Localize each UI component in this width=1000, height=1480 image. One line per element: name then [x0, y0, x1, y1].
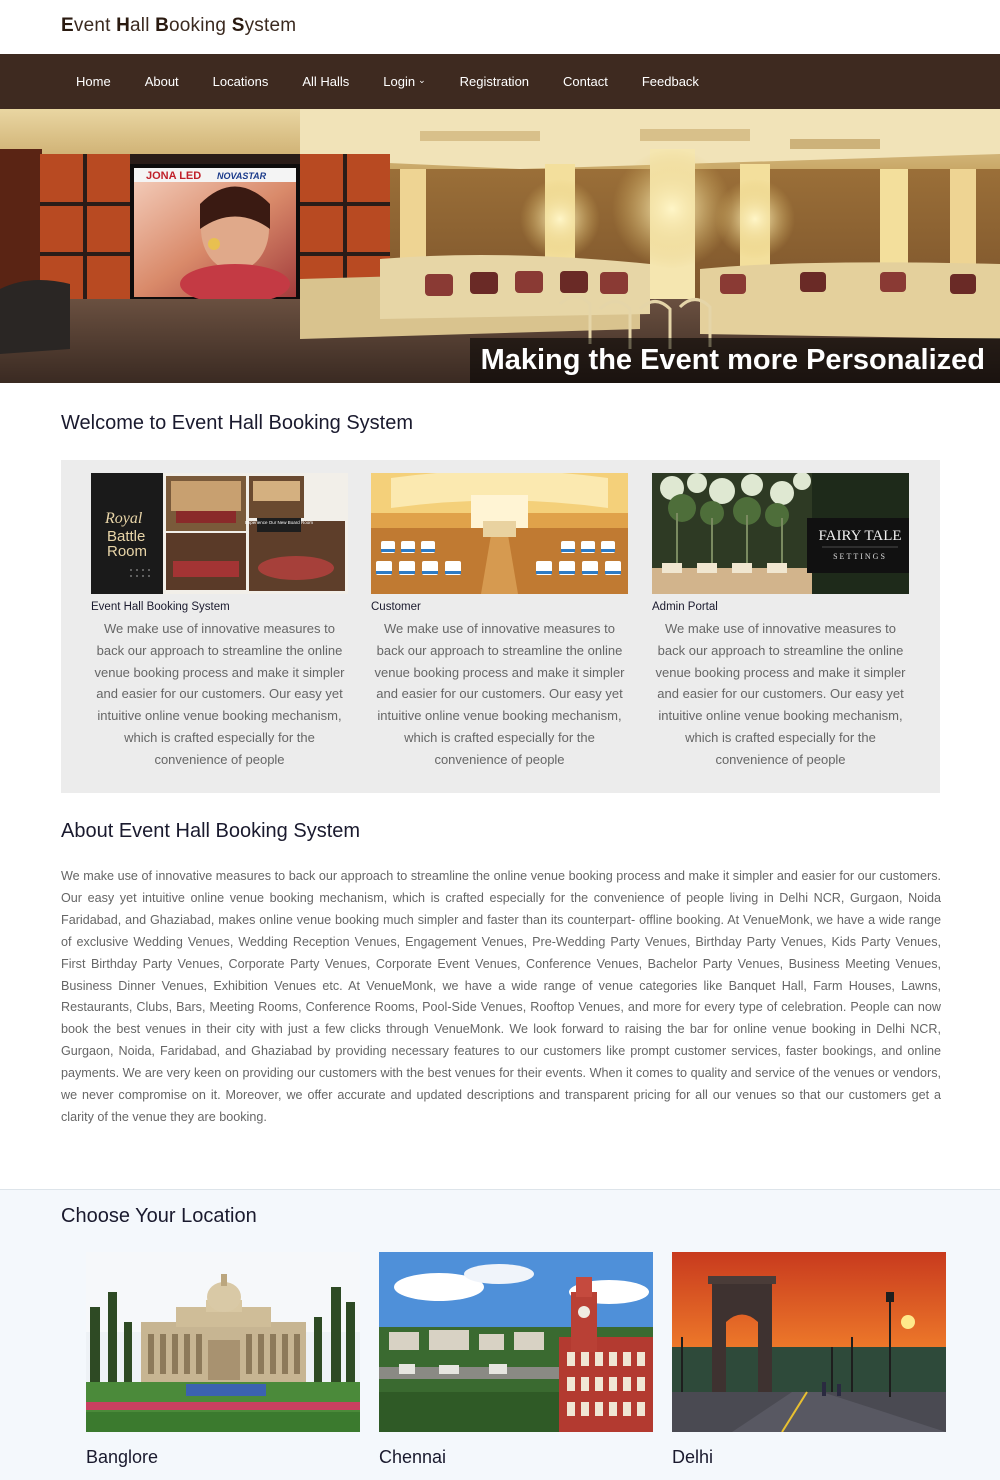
card-image-text: SETTINGS	[833, 552, 887, 561]
nav-registration[interactable]: Registration	[459, 74, 530, 89]
hero-caption-text: Making the Event more Personalized	[480, 344, 985, 376]
card-image-text: Room	[107, 543, 148, 560]
brand-initial: E	[61, 15, 74, 36]
nav-list	[76, 54, 733, 109]
card-title: Customer	[371, 601, 421, 613]
card-title: Admin Portal	[652, 601, 718, 613]
card-title: Event Hall Booking System	[91, 601, 230, 613]
nav-about[interactable]: About	[144, 74, 179, 89]
brand-word: ooking	[169, 15, 232, 36]
location-section	[0, 1189, 1000, 1480]
about-paragraph: We make use of innovative measures to back our approach to streamline the online venue booking process and make it simpler and easier for our customers. Our easy yet intuitive online venue booking mechanism, which is crafted especially for the convenience of people living in Delhi NCR, Gurgaon, Noida Faridabad, and Ghaziabad, makes online venue booking much simpler and faster than its counterpart- offline booking. At VenueMonk, we have a wide range of exclusive Wedding Venues, Wedding Reception Venues, Engagement Venues, Pre-Wedding Party Venues, Birthday Party Venues, Kids Party Venues, First Birthday Party Venues, Corporate Party Venues, Corporate Event Venues, Conference Venues, Bachelor Party Venues, Business Meeting Venues, Business Dinner Venues, Exhibition Venues etc. At VenueMonk, we have a wide range of venue categories like Banquet Hall, Farm Houses, Lawns, Restaurants, Clubs, Bars, Meeting Rooms, Conference Rooms, Pool-Side Venues, Rooftop Venues, and more for every type of celebration. People can now book the best venues in their city with just a few clicks through VenueMonk. We look forward to raising the bar for online venue booking in Delhi NCR, Gurgaon, Noida, Faridabad, and Ghaziabad by providing necessary features to our customers like prompt customer services, faster bookings, and online payments. We are very keen on providing our customers with the best venues for their events. When it comes to quality and service of the venues or vendors, we never compromise on it. Moreover, we offer accurate and updated descriptions and transparent pricing for all our venues so that our customers get a clarity of the venue they are booking.	[61, 869, 941, 1124]
nav-home[interactable]: Home	[76, 74, 111, 89]
card-image-banquet[interactable]	[371, 473, 628, 594]
feature-card	[371, 473, 628, 771]
feature-card	[652, 473, 909, 771]
main-navbar	[0, 54, 1000, 109]
screen-brand-text: NOVASTAR	[217, 171, 267, 181]
site-header	[0, 0, 1000, 54]
chevron-down-icon: ⌄	[418, 75, 426, 85]
hero-banner	[0, 109, 1000, 383]
feature-cards-panel	[61, 460, 940, 793]
card-text: We make use of innovative measures to back our approach to streamline the online venue booking process and make it simpler and easier for our customers. Our easy yet intuitive online venue booking mechanism, which is crafted especially for the convenience of people	[94, 621, 345, 767]
welcome-heading: Welcome to Event Hall Booking System	[61, 412, 414, 434]
nav-locations[interactable]: Locations	[212, 74, 269, 89]
nav-login-label: Login	[383, 74, 416, 89]
location-image-banglore[interactable]	[86, 1252, 360, 1432]
location-card-delhi[interactable]	[672, 1252, 946, 1468]
location-image-chennai[interactable]	[379, 1252, 653, 1432]
brand-initial: H	[116, 15, 130, 36]
about-heading: About Event Hall Booking System	[61, 820, 361, 842]
card-image-fairy-tale[interactable]	[652, 473, 909, 594]
brand-initial: B	[155, 15, 170, 36]
brand-word: ystem	[244, 15, 297, 36]
hero-caption	[470, 338, 1000, 383]
location-name[interactable]: Delhi	[672, 1447, 714, 1467]
card-text: We make use of innovative measures to back our approach to streamline the online venue booking process and make it simpler and easier for our customers. Our easy yet intuitive online venue booking mechanism, which is crafted especially for the convenience of people	[374, 621, 625, 767]
site-logo-text[interactable]	[61, 15, 296, 37]
card-image-text: Battle	[107, 528, 146, 545]
nav-feedback[interactable]: Feedback	[641, 74, 699, 89]
feature-card	[91, 473, 348, 771]
card-image-badge: Experience Our New Board Room	[244, 520, 314, 525]
location-name[interactable]: Banglore	[86, 1447, 159, 1467]
location-image-delhi[interactable]	[672, 1252, 946, 1432]
location-heading: Choose Your Location	[61, 1205, 257, 1227]
location-name[interactable]: Chennai	[379, 1447, 447, 1467]
brand-word: vent	[73, 15, 117, 36]
card-text: We make use of innovative measures to back our approach to streamline the online venue booking process and make it simpler and easier for our customers. Our easy yet intuitive online venue booking mechanism, which is crafted especially for the convenience of people	[655, 621, 906, 767]
nav-contact[interactable]: Contact	[563, 74, 608, 89]
card-image-text: Royal	[105, 510, 143, 527]
location-card-banglore[interactable]	[86, 1252, 360, 1468]
nav-all-halls[interactable]: All Halls	[302, 74, 350, 89]
screen-brand-text: JONA LED	[146, 170, 202, 182]
location-card-chennai[interactable]	[379, 1252, 653, 1468]
brand-initial: S	[231, 15, 245, 36]
card-image-boardroom[interactable]	[91, 473, 348, 594]
nav-login-dropdown[interactable]	[383, 74, 425, 89]
card-image-text: FAIRY TALE	[818, 528, 902, 544]
brand-word: all	[130, 15, 156, 36]
